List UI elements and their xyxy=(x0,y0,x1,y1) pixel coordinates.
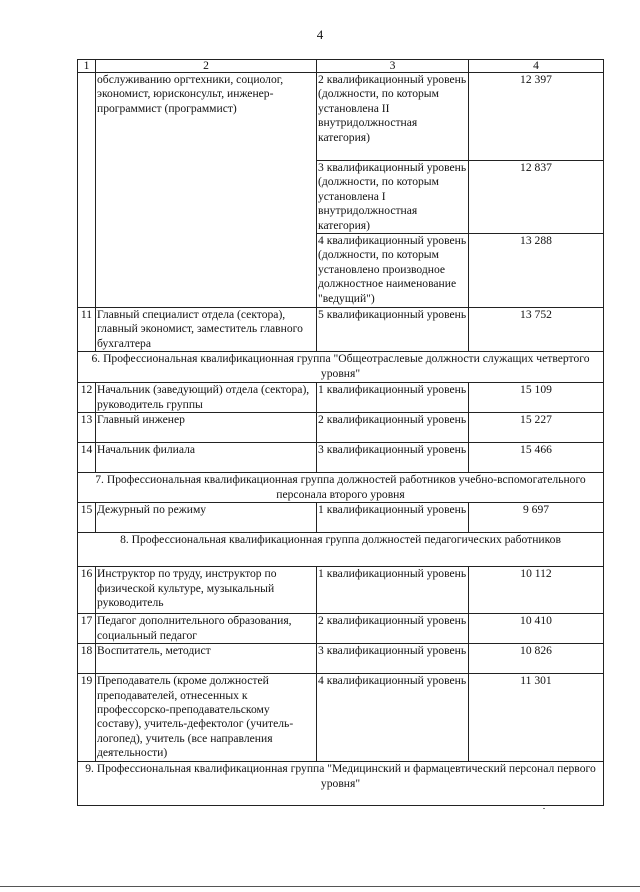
salary-cell: 12 837 xyxy=(469,161,604,234)
row-number: 15 xyxy=(78,503,96,533)
group-row xyxy=(78,473,604,503)
group-title: 6. Профессиональная квалификационная группа "Общеотраслевые должности служащих четвертого уровня" xyxy=(78,352,604,383)
level-cell: 4 квалификационный уровень (должности, по которым установлено производное должностное наименование "ведущий") xyxy=(317,234,469,308)
level-cell: 4 квалификационный уровень xyxy=(317,674,469,762)
level-cell: 1 квалификационный уровень xyxy=(317,567,469,614)
salary-cell: 10 826 xyxy=(469,644,604,674)
position-cell: Главный специалист отдела (сектора), главный экономист, заместитель главного бухгалтера xyxy=(96,308,317,352)
page-number: 4 xyxy=(316,27,324,42)
table-row xyxy=(78,413,604,443)
scan-speck xyxy=(543,808,545,809)
position-cell: Педагог дополнительного образования, социальный педагог xyxy=(96,614,317,644)
table-row xyxy=(78,443,604,473)
table-row xyxy=(78,644,604,674)
table-row xyxy=(78,614,604,644)
level-cell: 3 квалификационный уровень xyxy=(317,644,469,674)
salary-cell: 10 410 xyxy=(469,614,604,644)
group-title: 8. Профессиональная квалификационная группа должностей педагогических работников xyxy=(78,533,604,567)
salary-cell: 10 112 xyxy=(469,567,604,614)
salary-table xyxy=(77,59,604,806)
table-row xyxy=(78,674,604,762)
position-cell: Дежурный по режиму xyxy=(96,503,317,533)
row-number: 14 xyxy=(78,443,96,473)
group-title: 7. Профессиональная квалификационная группа должностей работников учебно-вспомогательного персонала второго уровня xyxy=(78,473,604,503)
salary-cell: 15 227 xyxy=(469,413,604,443)
salary-cell: 15 466 xyxy=(469,443,604,473)
row-number: 19 xyxy=(78,674,96,762)
header-col-2: 2 xyxy=(96,60,317,73)
page-bottom-edge xyxy=(0,886,640,887)
position-cell: Воспитатель, методист xyxy=(96,644,317,674)
level-cell: 2 квалификационный уровень xyxy=(317,614,469,644)
position-cell: Начальник филиала xyxy=(96,443,317,473)
position-cell: Главный инженер xyxy=(96,413,317,443)
salary-cell: 13 288 xyxy=(469,234,604,308)
salary-cell: 9 697 xyxy=(469,503,604,533)
level-cell: 3 квалификационный уровень (должности, по которым установлена I внутридолжностная категория) xyxy=(317,161,469,234)
position-cell: Преподаватель (кроме должностей преподавателей, отнесенных к профессорско-преподавательскому составу), учитель-дефектолог (учитель-логопед), учитель (все направления деятельности) xyxy=(96,674,317,762)
salary-cell: 15 109 xyxy=(469,383,604,413)
table-row xyxy=(78,383,604,413)
group-title: 9. Профессиональная квалификационная группа "Медицинский и фармацевтический персонал первого уровня" xyxy=(78,762,604,806)
row-number: 17 xyxy=(78,614,96,644)
header-col-4: 4 xyxy=(469,60,604,73)
salary-cell: 13 752 xyxy=(469,308,604,352)
level-cell: 2 квалификационный уровень (должности, по которым установлена II внутридолжностная категория) xyxy=(317,73,469,161)
header-col-3: 3 xyxy=(317,60,469,73)
row-number: 13 xyxy=(78,413,96,443)
header-col-1: 1 xyxy=(78,60,96,73)
salary-cell: 11 301 xyxy=(469,674,604,762)
position-cell: Инструктор по труду, инструктор по физической культуре, музыкальный руководитель xyxy=(96,567,317,614)
position-cell: Начальник (заведующий) отдела (сектора), руководитель группы xyxy=(96,383,317,413)
position-cell: обслуживанию оргтехники, социолог, экономист, юрисконсульт, инженер-программист (программист) xyxy=(96,73,317,308)
row-number: 12 xyxy=(78,383,96,413)
row-number xyxy=(78,73,96,308)
group-row xyxy=(78,352,604,383)
table-row xyxy=(78,503,604,533)
salary-cell: 12 397 xyxy=(469,73,604,161)
level-cell: 2 квалификационный уровень xyxy=(317,413,469,443)
table-header-row xyxy=(78,60,604,73)
table-row xyxy=(78,308,604,352)
level-cell: 3 квалификационный уровень xyxy=(317,443,469,473)
level-cell: 1 квалификационный уровень xyxy=(317,503,469,533)
level-cell: 1 квалификационный уровень xyxy=(317,383,469,413)
table-row xyxy=(78,567,604,614)
table-row xyxy=(78,73,604,161)
row-number: 11 xyxy=(78,308,96,352)
group-row xyxy=(78,533,604,567)
group-row xyxy=(78,762,604,806)
row-number: 18 xyxy=(78,644,96,674)
row-number: 16 xyxy=(78,567,96,614)
level-cell: 5 квалификационный уровень xyxy=(317,308,469,352)
